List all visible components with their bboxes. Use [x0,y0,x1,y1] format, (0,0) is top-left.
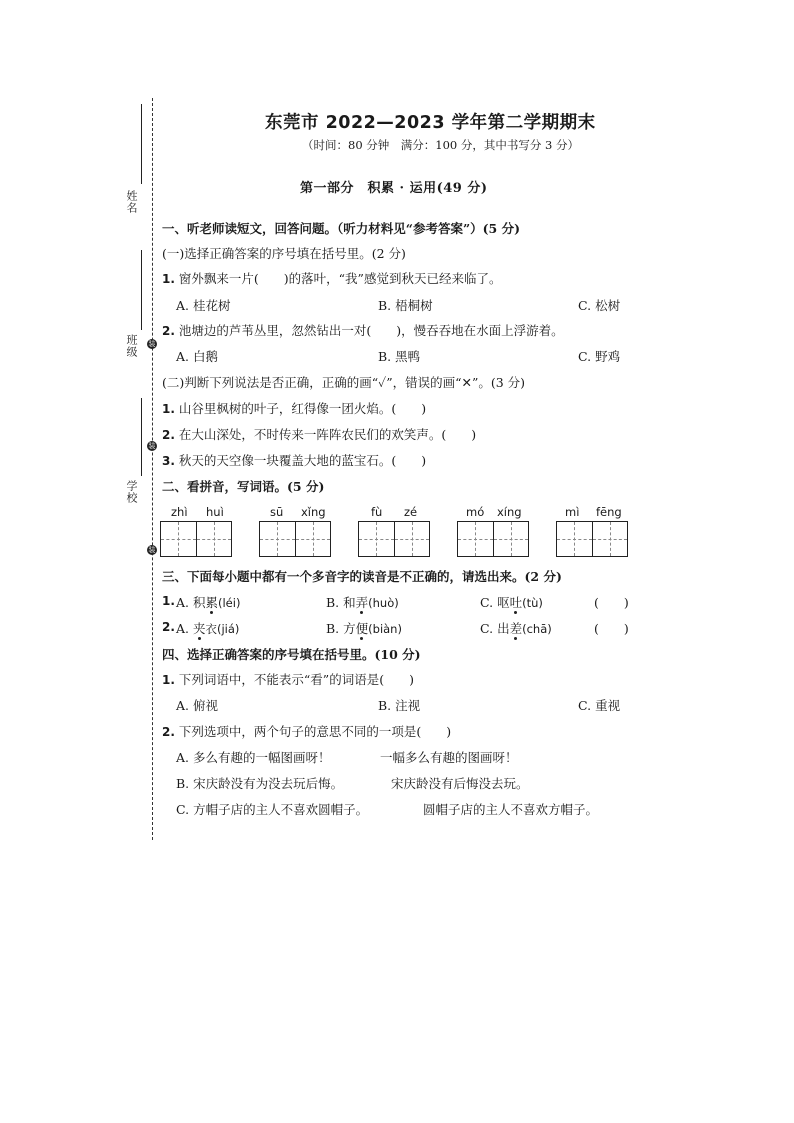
question-number: 1. [162,272,175,286]
class-fill-line[interactable] [141,250,142,330]
question-number: 1. [162,673,175,687]
exam-subtitle: （时间：80 分钟 满分：100 分，其中书写分 3 分） [302,138,580,152]
pinyin-syllable: xǐng [301,505,326,519]
question-1-1 [162,269,501,287]
dotted-char: 差 [509,621,523,636]
class-label: 班级 [125,334,138,358]
option-b[interactable] [326,593,399,611]
writing-cell[interactable] [592,522,628,556]
question-number: 2. [162,725,175,739]
pinyin-box [457,505,529,557]
sentence-2: 一幅多么有趣的图画呀！ [380,750,518,765]
option-a[interactable]: A. 俯视 [176,698,218,713]
writing-cell[interactable] [458,522,493,556]
question-number: 2. [162,428,175,442]
question-text: 窗外飘来一片( )的落叶，“我”感觉到秋天已经来临了。 [178,271,502,286]
pinyin-syllable: zé [404,505,418,519]
option-pinyin: (chā) [522,622,552,636]
option-prefix: B. 方 [326,621,356,636]
option-prefix: C. 呕 [480,595,510,610]
section4-heading: 四、选择正确答案的序号填在括号里。(10 分) [162,647,421,662]
judge-text: 秋天的天空像一块覆盖大地的蓝宝石。( ) [178,453,427,468]
pinyin-syllable: zhì [171,505,188,519]
question-text: 下列词语中，不能表示“看”的词语是( ) [178,672,414,687]
pinyin-syllable: fēng [596,505,622,519]
option-c[interactable]: C. 野鸡 [578,349,621,364]
judge-item [162,451,426,469]
binding-dot-icon: 装 [148,546,156,554]
judge-item [162,399,426,417]
question-4-2 [162,722,451,740]
question-number: 2. [162,620,175,634]
option-prefix: B. 和 [326,595,356,610]
option-c[interactable] [176,800,368,818]
pinyin-box [259,505,331,557]
writing-cell[interactable] [295,522,331,556]
question-number: 3. [162,454,175,468]
option-b[interactable]: B. 注视 [378,698,421,713]
dotted-char: 吐 [509,595,523,610]
name-label: 姓名 [125,190,138,214]
pinyin-syllable: fù [371,505,383,519]
section1-sub1: (一)选择正确答案的序号填在括号里。(2 分) [162,246,406,261]
pinyin-syllable: huì [206,505,224,519]
option-c[interactable] [480,619,552,637]
sentence-2: 圆帽子店的主人不喜欢方帽子。 [423,802,599,817]
sentence-1: C. 方帽子店的主人不喜欢圆帽子。 [176,802,369,817]
section2-heading: 二、看拼音，写词语。(5 分) [162,479,325,494]
section3-heading: 三、下面每小题中都有一个多音字的读音是不正确的，请选出来。(2 分) [162,569,562,584]
binding-dot-icon: 装 [148,442,156,450]
option-b[interactable] [176,774,343,792]
question-1-2 [162,321,564,339]
exam-title: 东莞市 2022—2023 学年第二学期期末 [265,113,596,133]
judge-item [162,425,476,443]
option-pinyin: (biàn) [368,622,402,636]
sentence-1: A. 多么有趣的一幅图画呀！ [176,750,331,765]
pinyin-box [160,505,232,557]
school-label: 学校 [125,480,138,504]
part-title: 第一部分 积累 · 运用(49 分) [300,181,488,196]
question-number: 1. [162,402,175,416]
pinyin-syllable: mó [466,505,485,519]
option-prefix: A. [176,621,193,636]
dotted-char: 弄 [355,595,369,610]
option-a[interactable]: A. 桂花树 [176,298,231,313]
option-a[interactable] [176,748,330,766]
writing-cell[interactable] [557,522,592,556]
option-b[interactable]: B. 黑鸭 [378,349,421,364]
option-c[interactable] [480,593,543,611]
dotted-char: 便 [355,621,369,636]
writing-cell[interactable] [161,522,196,556]
option-a[interactable] [176,593,240,611]
answer-blank[interactable]: ( ) [594,621,629,636]
question-4-1 [162,670,414,688]
option-pinyin: 衣(jiá) [205,622,240,636]
pinyin-box [556,505,628,557]
writing-cell[interactable] [260,522,295,556]
option-prefix: A. 积 [176,595,206,610]
section1-sub2: (二)判断下列说法是否正确，正确的画“✓”，错误的画“✕”。(3 分) [162,375,526,390]
option-c[interactable]: C. 重视 [578,698,621,713]
judge-text: 山谷里枫树的叶子，红得像一团火焰。( ) [178,401,427,416]
option-pinyin: (tù) [522,596,543,610]
dotted-char: 累 [205,595,218,610]
school-fill-line[interactable] [141,398,142,476]
name-fill-line[interactable] [141,104,142,184]
option-pinyin: (léi) [218,596,241,610]
binding-dashed-line [152,98,153,840]
option-b[interactable]: B. 梧桐树 [378,298,433,313]
writing-cell[interactable] [493,522,529,556]
sentence-2: 宋庆龄没有后悔没去玩。 [391,776,529,791]
option-c[interactable]: C. 松树 [578,298,621,313]
sentence-1: B. 宋庆龄没有为没去玩后悔。 [176,776,344,791]
pinyin-syllable: mì [565,505,580,519]
option-b[interactable] [326,619,402,637]
writing-cell[interactable] [394,522,430,556]
writing-cell[interactable] [359,522,394,556]
option-a[interactable] [176,619,239,637]
answer-blank[interactable]: ( ) [594,595,629,610]
option-a[interactable]: A. 白鹅 [176,349,218,364]
option-prefix: C. 出 [480,621,510,636]
option-pinyin: (huò) [368,596,399,610]
question-number: 2. [162,324,175,338]
judge-text: 在大山深处，不时传来一阵阵农民们的欢笑声。( ) [178,427,477,442]
pinyin-box [358,505,430,557]
writing-cell[interactable] [196,522,232,556]
pinyin-syllable: xíng [497,505,522,519]
question-number: 1. [162,594,175,608]
question-text: 下列选项中，两个句子的意思不同的一项是( ) [178,724,452,739]
section1-heading: 一、听老师读短文，回答问题。（听力材料见“参考答案”）(5 分) [162,221,521,236]
binding-dot-icon: 装 [148,340,156,348]
dotted-char: 夹 [192,621,206,636]
question-text: 池塘边的芦苇丛里，忽然钻出一对( )，慢吞吞地在水面上浮游着。 [178,323,564,338]
pinyin-syllable: sū [270,505,284,519]
